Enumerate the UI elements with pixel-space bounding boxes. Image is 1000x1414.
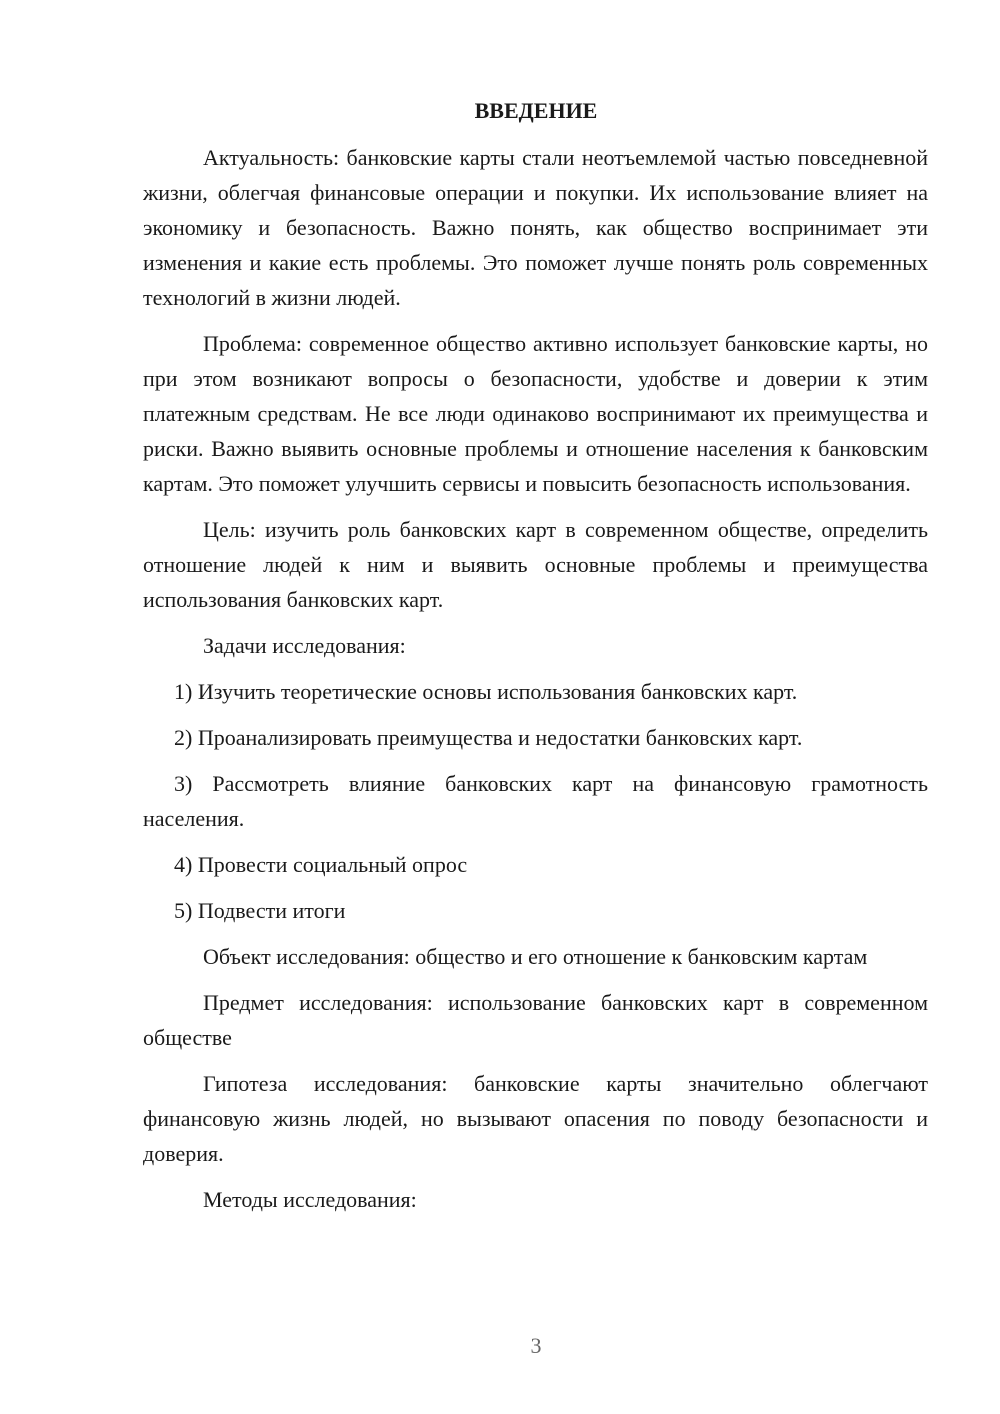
relevance-paragraph: Актуальность: банковские карты стали неотъемлемой частью повседневной жизни, облегчая финансовые операции и покупки. Их использование влияет на экономику и безопасность. Важно понять, как общество воспринимает эти изменения и какие есть проблемы. Это поможет лучше понять роль современных технологий в жизни людей. [143,145,928,310]
methods-heading: Методы исследования: [203,1187,417,1212]
goal-paragraph: Цель: изучить роль банковских карт в современном обществе, определить отношение людей к ним и выявить основные проблемы и преимущества использования банковских карт. [143,517,928,612]
task-item: 2) Проанализировать преимущества и недостатки банковских карт. [174,725,803,750]
page-title: ВВЕДЕНИЕ [474,98,598,123]
task-item: 5) Подвести итоги [174,898,346,923]
task-item: 1) Изучить теоретические основы использования банковских карт. [174,679,798,704]
subject-paragraph: Предмет исследования: использование банковских карт в современном обществе [143,990,928,1050]
task-item: 4) Провести социальный опрос [174,852,468,877]
problem-paragraph: Проблема: современное общество активно использует банковские карты, но при этом возникают вопросы о безопасности, удобстве и доверии к этим платежным средствам. Не все люди одинаково воспринимают их преимущества и риски. Важно выявить основные проблемы и отношение населения к банковским картам. Это поможет улучшить сервисы и повысить безопасность использования. [143,331,928,496]
task-item: 3) Рассмотреть влияние банковских карт на финансовую грамотность населения. [143,771,928,831]
hypothesis-paragraph: Гипотеза исследования: банковские карты значительно облегчают финансовую жизнь людей, но вызывают опасения по поводу безопасности и доверия. [143,1071,928,1166]
tasks-heading: Задачи исследования: [203,633,406,658]
document-body [143,140,928,1228]
object-paragraph: Объект исследования: общество и его отношение к банковским картам [203,944,868,969]
page-number: 3 [530,1333,542,1358]
